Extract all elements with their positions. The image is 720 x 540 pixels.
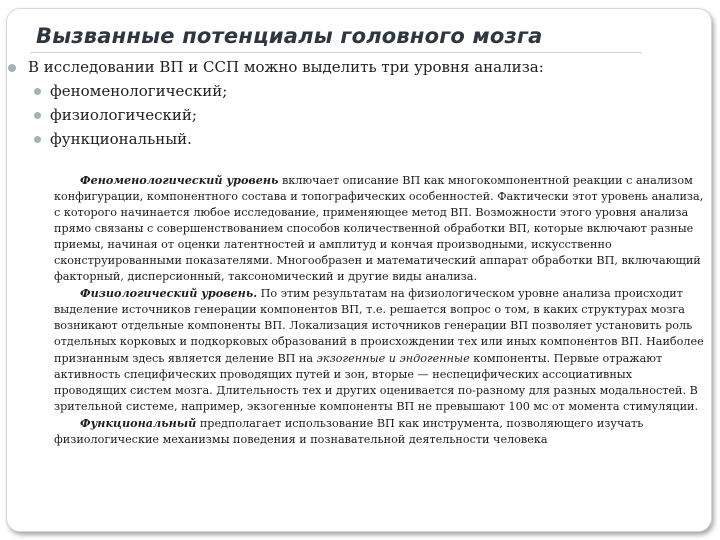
bullet-dot-icon [34,136,41,143]
bullet-dot-icon [34,112,41,119]
paragraph-functional [54,415,704,448]
bullet-dot-icon [8,64,16,72]
bullet-level-1 [50,82,227,100]
paragraph-physiological-italic: экзогенные и эндогенные [316,351,470,365]
slide-title: Вызванные потенциалы головного мозга [36,24,543,48]
paragraph-physiological-text-b: компоненты. Первые отражают активность специфических проводящих путей и зон, вторые — неспецифических ассоциативных проводящих систем мозга. Длительность тех и других оценивается по-разному для разных модальностей. В зрительной системе, например, экзогенные компоненты ВП не превышают 100 мс от момента стимуляции. [54,351,699,413]
bullet-intro [28,58,544,76]
paragraph-phenomenological [54,172,704,285]
title-divider [30,52,642,53]
bullet-level-1-text: феноменологический; [50,82,228,100]
bullet-level-2 [50,106,197,124]
paragraph-physiological-lead: Физиологический уровень. [80,286,258,301]
bullet-level-2-text: физиологический; [50,106,197,124]
paragraph-phenomenological-text: включает описание ВП как многокомпонентной реакции с анализом конфигурации, компонентного состава и топографических особенностей. Фактически этот уровень анализа, с которого начинается любое исследование, применяющее метод ВП. Возможности этого уровня анализа прямо связаны с совершенствованием способов количественной обработки ВП, которые включают разные приемы, начиная от оценки латентностей и амплитуд и кончая производными, искусственно сконструированными показателями. Многообразен и математический аппарат обработки ВП, включающий факторный, дисперсионный, таксономический и другие виды анализа. [54,174,704,284]
bullet-level-3-text: функциональный. [50,130,192,148]
paragraph-functional-lead: Функциональный [80,415,197,430]
body-text [54,172,704,448]
paragraph-functional-text: предполагает использование ВП как инструмента, позволяющего изучать физиологические механизмы поведения и познавательной деятельности человека [54,416,644,446]
bullet-intro-text: В исследовании ВП и ССП можно выделить три уровня анализа: [28,58,544,76]
paragraph-physiological-text-a: По этим результатам на физиологическом уровне анализа происходит выделение источников генерации компонентов ВП, т.е. решается вопрос о том, в каких структурах мозга возникают отдельные компоненты ВП. Локализация источников генерации ВП позволяет установить роль отдельных корковых и подкорковых образований в происхождении тех или иных компонентов ВП. Наиболее признанным здесь является деление ВП на [54,287,704,365]
paragraph-physiological [54,285,704,414]
paragraph-phenomenological-lead: Феноменологический уровень [80,173,279,187]
bullet-level-3 [50,130,192,148]
bullet-dot-icon [34,88,41,95]
